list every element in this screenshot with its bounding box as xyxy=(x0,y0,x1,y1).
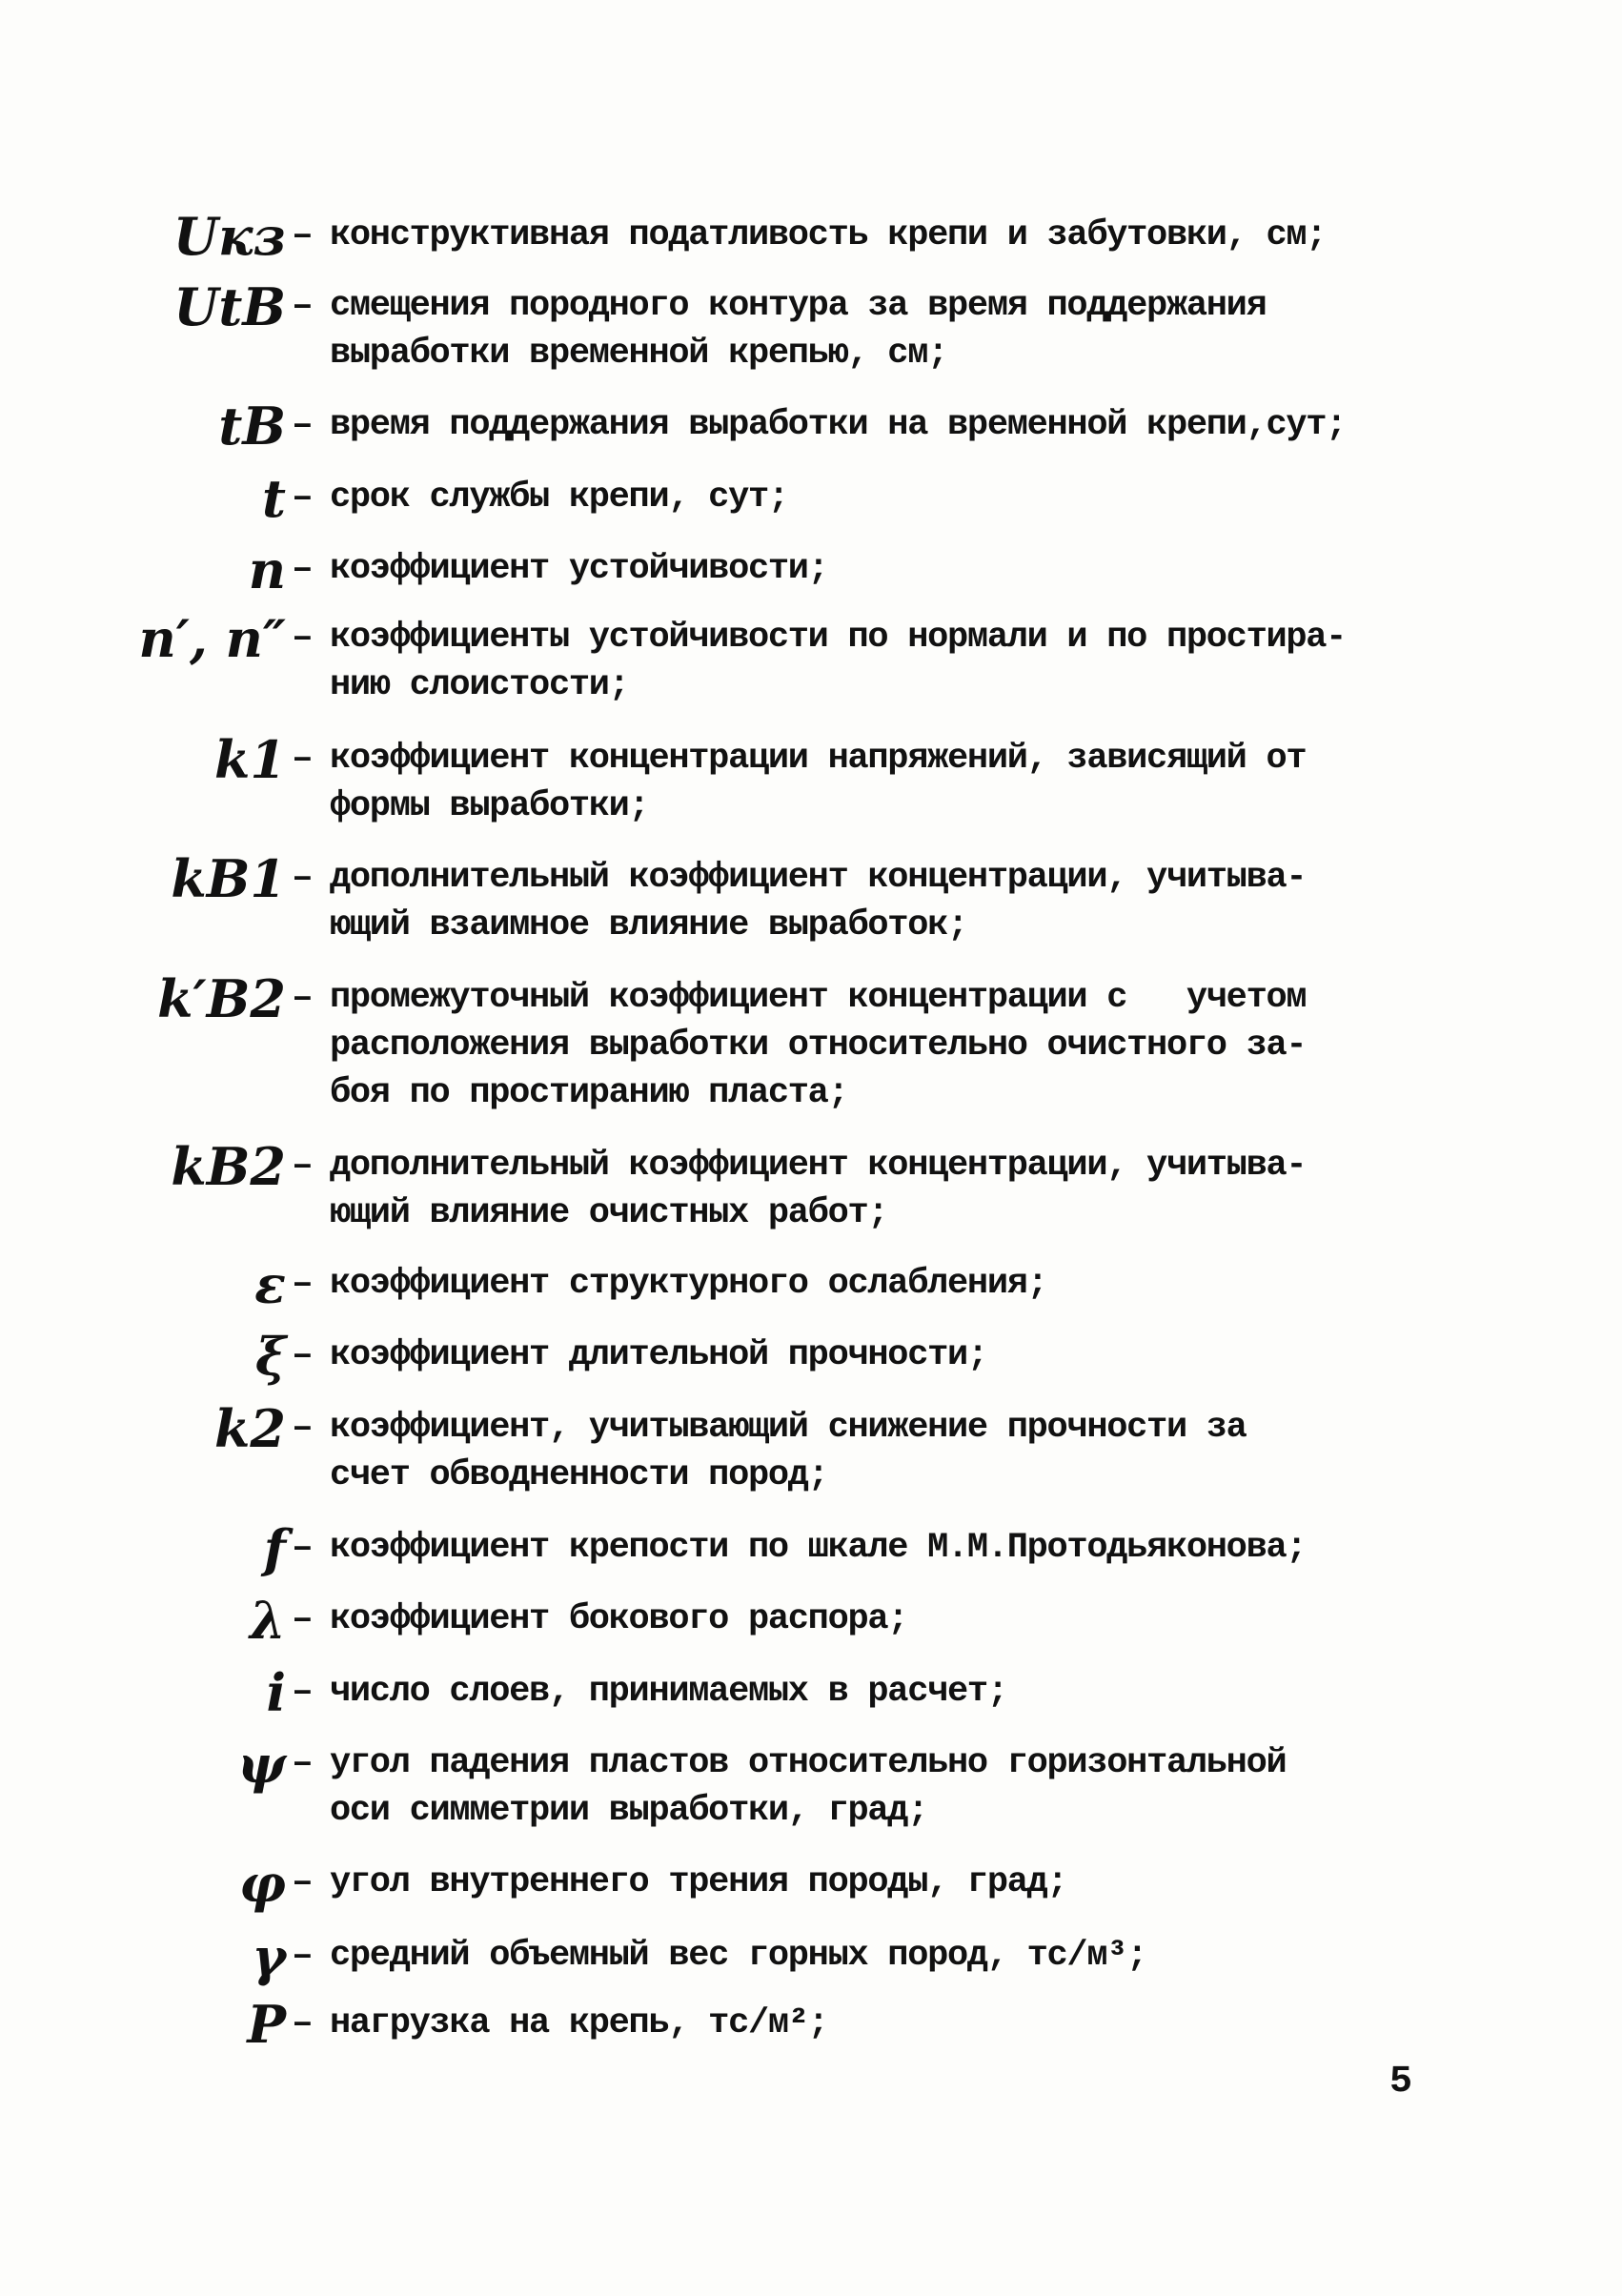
dash: – xyxy=(292,1862,314,1903)
symbol: k2 xyxy=(214,1398,286,1459)
symbol: Uкз xyxy=(172,206,286,267)
definition-line: нию слоистости; xyxy=(330,665,629,705)
dash: – xyxy=(292,858,314,899)
definition-line: коэффициент крепости по шкале М.М.Протодьяконова; xyxy=(330,1528,1307,1568)
definition-line: коэффициент, учитывающий снижение прочности за xyxy=(330,1408,1247,1448)
symbol: f xyxy=(263,1518,286,1579)
definition-line: ющий влияние очистных работ; xyxy=(330,1193,888,1233)
dash: – xyxy=(292,1672,314,1713)
definition-line: коэффициент бокового распора; xyxy=(330,1599,908,1639)
symbol: γ xyxy=(252,1926,286,1987)
definition-line: средний объемный вес горных пород, тс/м³; xyxy=(330,1936,1147,1976)
dash: – xyxy=(292,1408,314,1449)
symbol: k′B2 xyxy=(157,968,286,1029)
definition-line: смещения породного контура за время поддержания xyxy=(330,286,1267,326)
dash: – xyxy=(292,1146,314,1187)
dash: – xyxy=(292,1528,314,1569)
symbol: λ xyxy=(250,1590,286,1651)
definition-line: угол внутреннего трения породы, град; xyxy=(330,1862,1067,1902)
symbol: n xyxy=(248,539,286,600)
symbol: φ xyxy=(239,1853,286,1914)
dash: – xyxy=(292,1936,314,1977)
definition-line: коэффициент структурного ослабления; xyxy=(330,1264,1047,1304)
dash: – xyxy=(292,549,314,590)
symbol: i xyxy=(266,1662,286,1723)
dash: – xyxy=(292,2003,314,2044)
definition-line: дополнительный коэффициент концентрации, учитыва- xyxy=(330,858,1307,898)
definition-line: конструктивная податливость крепи и забутовки, см; xyxy=(330,215,1327,255)
definition-line: время поддержания выработки на временной крепи,сут; xyxy=(330,405,1347,445)
definition-line: коэффициент концентрации напряжений, зависящий от xyxy=(330,739,1307,779)
dash: – xyxy=(292,1264,314,1305)
dash: – xyxy=(292,477,314,518)
dash: – xyxy=(292,215,314,256)
definition-line: нагрузка на крепь, тс/м²; xyxy=(330,2003,828,2043)
definition-line: оси симметрии выработки, град; xyxy=(330,1791,928,1831)
dash: – xyxy=(292,618,314,659)
dash: – xyxy=(292,1335,314,1376)
symbol: t xyxy=(262,468,286,529)
symbol: ε xyxy=(254,1254,286,1315)
symbol: ξ xyxy=(255,1326,286,1387)
definition-line: ющий взаимное влияние выработок; xyxy=(330,905,967,945)
symbol: k1 xyxy=(214,729,286,790)
page-number: 5 xyxy=(1389,2061,1413,2103)
definition-line: срок службы крепи, сут; xyxy=(330,477,788,518)
definition-line: дополнительный коэффициент концентрации, учитыва- xyxy=(330,1146,1307,1186)
definition-line: формы выработки; xyxy=(330,786,649,826)
definition-line: выработки временной крепью, см; xyxy=(330,334,948,374)
symbol: n′, n″ xyxy=(138,608,286,669)
definition-line: коэффициенты устойчивости по нормали и по простира- xyxy=(330,618,1347,658)
definition-line: угол падения пластов относительно горизонтальной xyxy=(330,1743,1287,1783)
definition-line: счет обводненности пород; xyxy=(330,1455,828,1495)
symbol: kB2 xyxy=(171,1136,286,1197)
dash: – xyxy=(292,739,314,780)
dash: – xyxy=(292,1743,314,1784)
definition-line: число слоев, принимаемых в расчет; xyxy=(330,1672,1007,1712)
dash: – xyxy=(292,1599,314,1640)
definition-line: боя по простиранию пласта; xyxy=(330,1073,848,1113)
definition-line: расположения выработки относительно очистного за- xyxy=(330,1026,1307,1066)
symbol: P xyxy=(247,1994,286,2055)
definition-line: коэффициент длительной прочности; xyxy=(330,1335,987,1375)
symbol: tB xyxy=(218,396,286,457)
dash: – xyxy=(292,405,314,446)
symbol: kB1 xyxy=(171,848,286,909)
dash: – xyxy=(292,978,314,1019)
definition-line: промежуточный коэффициент концентрации с учетом xyxy=(330,978,1307,1018)
symbol: ψ xyxy=(237,1734,286,1795)
symbol: UtB xyxy=(173,276,286,337)
dash: – xyxy=(292,286,314,327)
definition-line: коэффициент устойчивости; xyxy=(330,549,828,589)
